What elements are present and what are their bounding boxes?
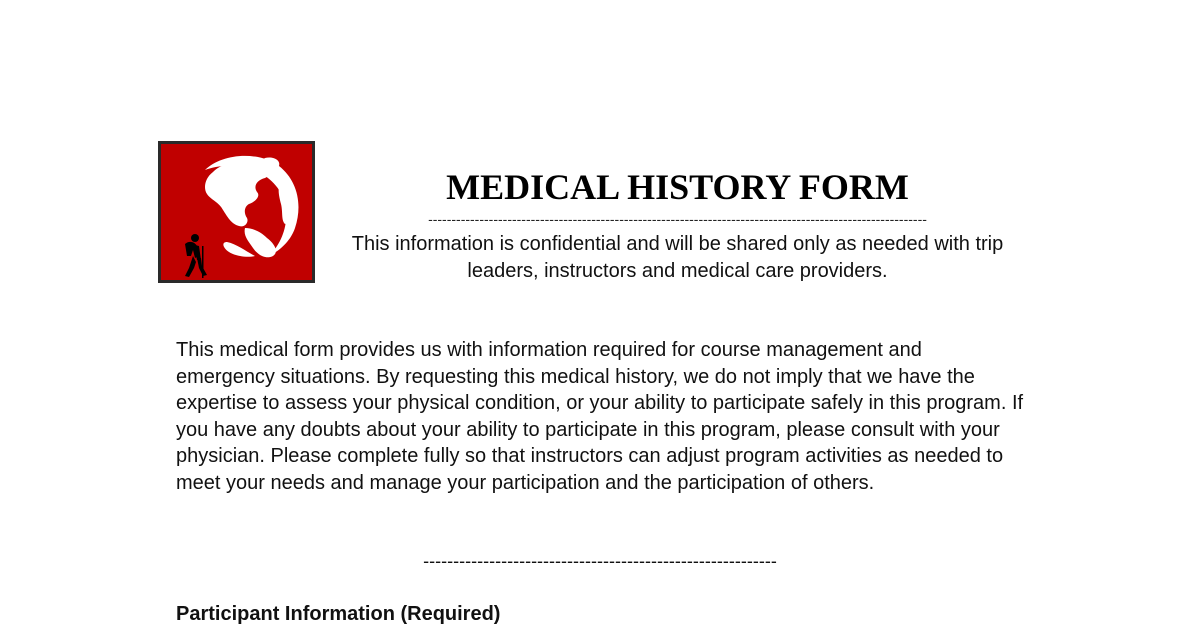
participant-information-heading: Participant Information (Required)	[176, 603, 501, 625]
intro-paragraph: This medical form provides us with information required for course management and emergency situations. By requesting this medical history, we do not imply that we have the expertise to assess your physical condition, or your ability to participate safely in this program. If you have any doubts about your ability to participate in this program, please consult with your physician. Please complete fully so that instructors can adjust program activities as needed to meet your needs and manage your participation and the participation of others.	[176, 339, 1024, 494]
confidentiality-note: This information is confidential and will be shared only as needed with trip leaders, instructors and medical care providers.	[351, 233, 1004, 282]
globe-hiker-logo-icon	[161, 144, 312, 280]
title-divider: -----------------------------------------------------------------------------------------------------------	[428, 211, 927, 227]
section-divider: -----------------------------------------------------------	[423, 551, 777, 571]
organization-logo	[158, 141, 315, 283]
hiker-silhouette-icon	[185, 234, 207, 278]
page-title: MEDICAL HISTORY FORM	[446, 167, 909, 207]
